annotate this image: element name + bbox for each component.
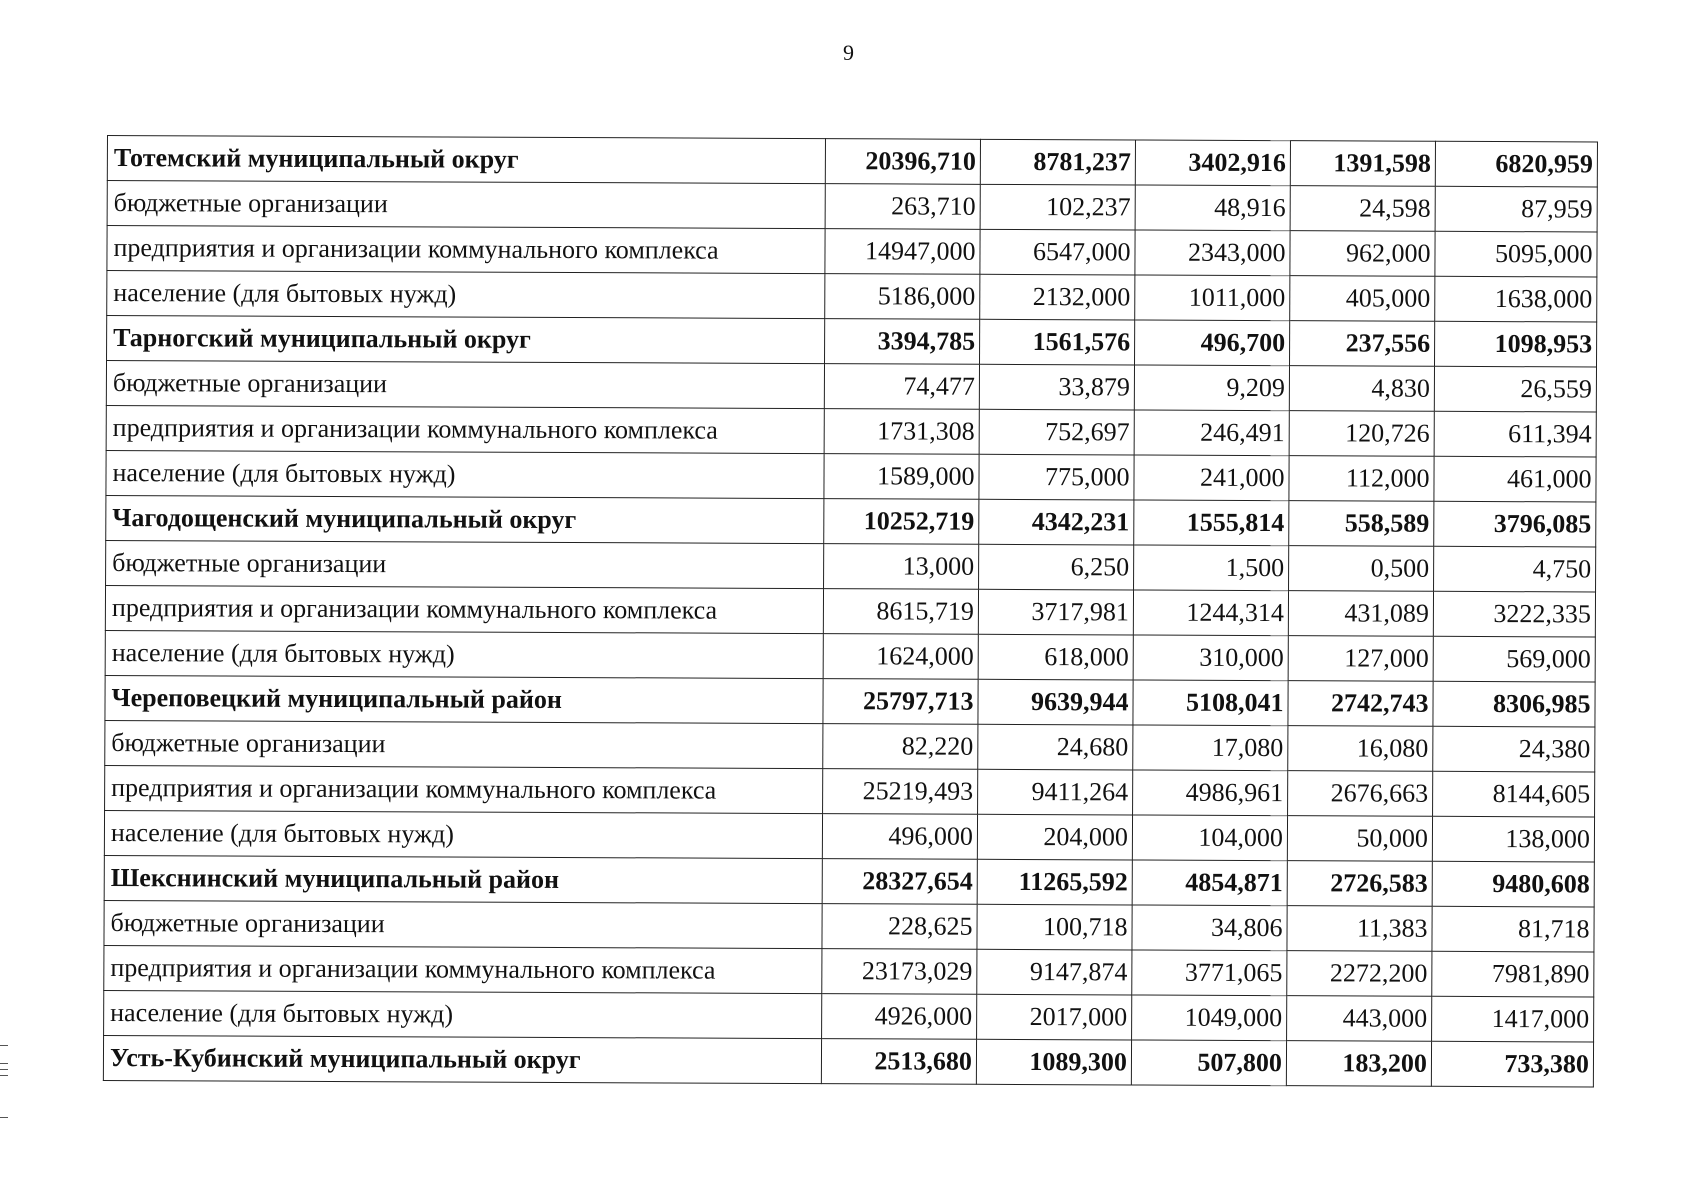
- value-cell-col-2: 775,000: [979, 454, 1134, 500]
- value-cell-col-1: 28327,654: [822, 859, 977, 905]
- value-cell-col-1: 23173,029: [822, 949, 977, 995]
- row-label-cell: предприятия и организации коммунального комплекса: [104, 945, 822, 993]
- value-cell-col-2: 1089,300: [976, 1039, 1131, 1085]
- value-cell-col-4: 16,080: [1288, 726, 1433, 772]
- value-cell-col-3: 241,000: [1134, 455, 1289, 501]
- value-cell-col-5: 81,718: [1432, 906, 1594, 952]
- value-cell-col-3: 246,491: [1134, 410, 1289, 456]
- value-cell-col-5: 1417,000: [1432, 996, 1594, 1042]
- value-cell-col-3: 1244,314: [1133, 590, 1288, 636]
- value-cell-col-2: 4342,231: [979, 499, 1134, 545]
- value-cell-col-2: 9411,264: [978, 769, 1133, 815]
- value-cell-col-5: 3796,085: [1434, 501, 1596, 547]
- value-cell-col-1: 1624,000: [823, 634, 978, 680]
- row-label-cell: Череповецкий муниципальный район: [105, 675, 823, 723]
- value-cell-col-4: 0,500: [1289, 546, 1434, 592]
- table-row: [106, 450, 1596, 502]
- value-cell-col-4: 2742,743: [1288, 681, 1433, 727]
- value-cell-col-4: 4,830: [1289, 366, 1434, 412]
- table-row-district-total: [103, 1035, 1593, 1087]
- value-cell-col-2: 11265,592: [977, 859, 1132, 905]
- row-label-cell: Тотемский муниципальный округ: [107, 136, 825, 184]
- row-label-cell: Шекснинский муниципальный район: [104, 855, 822, 903]
- value-cell-col-2: 9147,874: [977, 949, 1132, 995]
- row-label-cell: предприятия и организации коммунального комплекса: [105, 585, 823, 633]
- value-cell-col-2: 618,000: [978, 634, 1133, 680]
- value-cell-col-4: 50,000: [1287, 816, 1432, 862]
- table-row-district-total: [106, 495, 1596, 547]
- value-cell-col-1: 5186,000: [825, 274, 980, 320]
- value-cell-col-3: 1011,000: [1135, 275, 1290, 321]
- row-label-cell: бюджетные организации: [105, 720, 823, 768]
- value-cell-col-5: 1638,000: [1435, 276, 1597, 322]
- value-cell-col-4: 2726,583: [1287, 861, 1432, 907]
- value-cell-col-1: 496,000: [822, 814, 977, 860]
- table-row: [106, 405, 1596, 457]
- value-cell-col-4: 127,000: [1288, 636, 1433, 682]
- value-cell-col-4: 112,000: [1289, 456, 1434, 502]
- value-cell-col-3: 1,500: [1134, 545, 1289, 591]
- value-cell-col-5: 8306,985: [1433, 681, 1595, 727]
- value-cell-col-3: 507,800: [1131, 1040, 1286, 1086]
- value-cell-col-1: 25797,713: [823, 679, 978, 725]
- row-label-cell: население (для бытовых нужд): [106, 450, 824, 498]
- row-label-cell: предприятия и организации коммунального комплекса: [106, 405, 824, 453]
- row-label-cell: бюджетные организации: [106, 540, 824, 588]
- table-row: [106, 361, 1596, 413]
- value-cell-col-1: 8615,719: [823, 589, 978, 635]
- value-cell-col-5: 26,559: [1434, 366, 1596, 412]
- value-cell-col-1: 1731,308: [824, 409, 979, 455]
- value-cell-col-5: 87,959: [1435, 186, 1597, 232]
- table-row: [107, 181, 1597, 233]
- value-cell-col-3: 3402,916: [1135, 140, 1290, 186]
- row-label-cell: бюджетные организации: [106, 361, 824, 409]
- table-row: [104, 900, 1594, 952]
- value-cell-col-3: 4854,871: [1132, 860, 1287, 906]
- value-cell-col-5: 138,000: [1432, 816, 1594, 862]
- value-cell-col-3: 310,000: [1133, 635, 1288, 681]
- row-label-cell: предприятия и организации коммунального комплекса: [105, 765, 823, 813]
- value-cell-col-2: 8781,237: [980, 139, 1135, 185]
- table-row-district-total: [105, 675, 1595, 727]
- value-cell-col-2: 1561,576: [980, 319, 1135, 365]
- table-row: [105, 630, 1595, 682]
- value-cell-col-4: 120,726: [1289, 411, 1434, 457]
- value-cell-col-3: 5108,041: [1133, 680, 1288, 726]
- scan-edge-marks: [0, 1045, 10, 1125]
- value-cell-col-5: 4,750: [1434, 546, 1596, 592]
- row-label-cell: бюджетные организации: [104, 900, 822, 948]
- value-cell-col-1: 10252,719: [824, 499, 979, 545]
- table-row: [105, 585, 1595, 637]
- table-row: [104, 945, 1594, 997]
- value-cell-col-3: 104,000: [1132, 815, 1287, 861]
- row-label-cell: население (для бытовых нужд): [104, 810, 822, 858]
- row-label-cell: бюджетные организации: [107, 181, 825, 229]
- value-cell-col-5: 7981,890: [1432, 951, 1594, 997]
- row-label-cell: Тарногский муниципальный округ: [107, 316, 825, 364]
- value-cell-col-5: 24,380: [1433, 726, 1595, 772]
- value-cell-col-3: 48,916: [1135, 185, 1290, 231]
- value-cell-col-4: 431,089: [1288, 591, 1433, 637]
- table-row: [104, 990, 1594, 1042]
- value-cell-col-2: 9639,944: [978, 679, 1133, 725]
- value-cell-col-1: 1589,000: [824, 454, 979, 500]
- value-cell-col-3: 4986,961: [1133, 770, 1288, 816]
- table-container: [103, 135, 1597, 1087]
- value-cell-col-1: 13,000: [824, 544, 979, 590]
- value-cell-col-5: 1098,953: [1435, 321, 1597, 367]
- table-row: [105, 765, 1595, 817]
- value-cell-col-3: 496,700: [1135, 320, 1290, 366]
- value-cell-col-5: 3222,335: [1433, 591, 1595, 637]
- table-row: [107, 226, 1597, 278]
- row-label-cell: Чагодощенский муниципальный округ: [106, 495, 824, 543]
- value-cell-col-3: 2343,000: [1135, 230, 1290, 276]
- value-cell-col-4: 1391,598: [1290, 141, 1435, 187]
- value-cell-col-4: 237,556: [1290, 321, 1435, 367]
- value-cell-col-3: 1555,814: [1134, 500, 1289, 546]
- value-cell-col-4: 2272,200: [1287, 951, 1432, 997]
- table-row-district-total: [107, 136, 1597, 188]
- value-cell-col-3: 1049,000: [1132, 995, 1287, 1041]
- row-label-cell: Усть-Кубинский муниципальный округ: [103, 1035, 821, 1083]
- table-row-district-total: [104, 855, 1594, 907]
- value-cell-col-5: 461,000: [1434, 456, 1596, 502]
- value-cell-col-2: 24,680: [978, 724, 1133, 770]
- value-cell-col-4: 2676,663: [1288, 771, 1433, 817]
- value-cell-col-4: 558,589: [1289, 501, 1434, 547]
- value-cell-col-1: 3394,785: [825, 319, 980, 365]
- table-row: [107, 271, 1597, 323]
- data-table: [103, 135, 1598, 1087]
- value-cell-col-5: 9480,608: [1432, 861, 1594, 907]
- value-cell-col-2: 6547,000: [980, 229, 1135, 275]
- value-cell-col-3: 34,806: [1132, 905, 1287, 951]
- page-number: 9: [843, 40, 854, 65]
- row-label-cell: население (для бытовых нужд): [104, 990, 822, 1038]
- value-cell-col-1: 2513,680: [821, 1039, 976, 1085]
- value-cell-col-5: 569,000: [1433, 636, 1595, 682]
- value-cell-col-5: 6820,959: [1435, 141, 1597, 187]
- value-cell-col-5: 5095,000: [1435, 231, 1597, 277]
- value-cell-col-4: 11,383: [1287, 906, 1432, 952]
- value-cell-col-4: 443,000: [1287, 996, 1432, 1042]
- value-cell-col-2: 102,237: [980, 184, 1135, 230]
- table-row: [106, 540, 1596, 592]
- value-cell-col-2: 204,000: [977, 814, 1132, 860]
- value-cell-col-1: 4926,000: [822, 994, 977, 1040]
- value-cell-col-1: 20396,710: [825, 139, 980, 185]
- value-cell-col-2: 3717,981: [978, 589, 1133, 635]
- row-label-cell: население (для бытовых нужд): [105, 630, 823, 678]
- value-cell-col-1: 74,477: [824, 364, 979, 410]
- value-cell-col-1: 14947,000: [825, 229, 980, 275]
- value-cell-col-2: 752,697: [979, 409, 1134, 455]
- table-row-district-total: [107, 316, 1597, 368]
- table-row: [105, 720, 1595, 772]
- value-cell-col-1: 263,710: [825, 184, 980, 230]
- value-cell-col-2: 2132,000: [980, 274, 1135, 320]
- value-cell-col-2: 6,250: [979, 544, 1134, 590]
- value-cell-col-4: 24,598: [1290, 186, 1435, 232]
- value-cell-col-1: 228,625: [822, 904, 977, 950]
- value-cell-col-5: 733,380: [1431, 1041, 1593, 1087]
- value-cell-col-5: 611,394: [1434, 411, 1596, 457]
- value-cell-col-2: 33,879: [979, 364, 1134, 410]
- value-cell-col-5: 8144,605: [1433, 771, 1595, 817]
- value-cell-col-1: 25219,493: [823, 769, 978, 815]
- value-cell-col-1: 82,220: [823, 724, 978, 770]
- row-label-cell: население (для бытовых нужд): [107, 271, 825, 319]
- row-label-cell: предприятия и организации коммунального комплекса: [107, 226, 825, 274]
- value-cell-col-4: 183,200: [1286, 1041, 1431, 1087]
- value-cell-col-4: 405,000: [1290, 276, 1435, 322]
- table-body: [103, 136, 1597, 1087]
- value-cell-col-3: 9,209: [1134, 365, 1289, 411]
- value-cell-col-3: 3771,065: [1132, 950, 1287, 996]
- value-cell-col-3: 17,080: [1133, 725, 1288, 771]
- value-cell-col-2: 100,718: [977, 904, 1132, 950]
- value-cell-col-2: 2017,000: [977, 994, 1132, 1040]
- value-cell-col-4: 962,000: [1290, 231, 1435, 277]
- table-row: [104, 810, 1594, 862]
